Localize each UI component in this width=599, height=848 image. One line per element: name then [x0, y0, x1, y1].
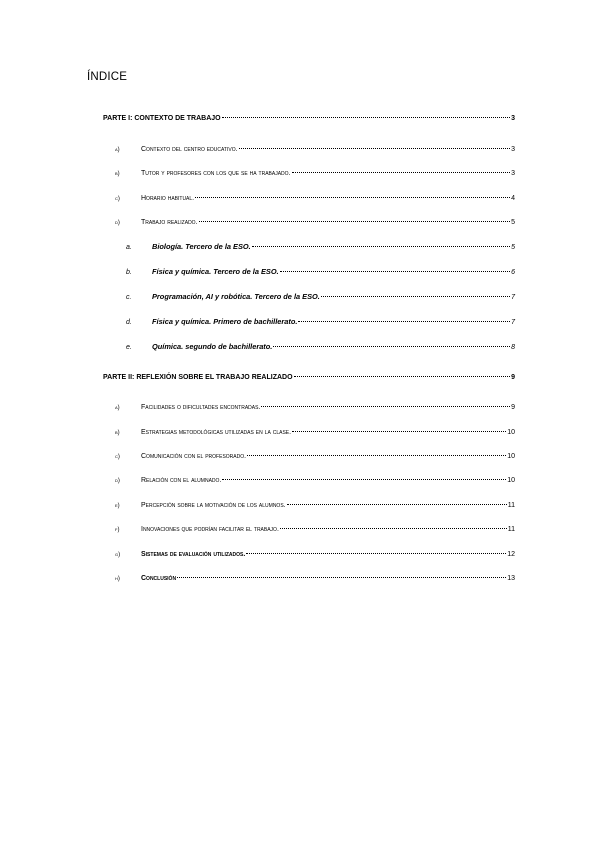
toc-entry-section[interactable]: [115, 501, 515, 511]
dot-leader: [298, 321, 510, 322]
toc-entry-section[interactable]: [115, 525, 515, 535]
toc-entry-subsection[interactable]: [126, 242, 515, 253]
dot-leader: [222, 479, 506, 480]
dot-leader: [195, 197, 510, 198]
dot-leader: [292, 172, 511, 173]
toc-entry-section[interactable]: [115, 169, 515, 179]
toc-page-number: 3: [511, 115, 515, 122]
toc-entry-text: Física y química. Tercero de la ESO.: [152, 267, 279, 276]
dot-leader: [280, 528, 507, 529]
toc-page-number: 3: [511, 146, 515, 153]
toc-entry-subsection[interactable]: [126, 292, 515, 303]
toc-entry-subsection[interactable]: [126, 267, 515, 278]
toc-entry-subsection[interactable]: [126, 342, 515, 353]
dot-leader: [177, 577, 506, 578]
toc-marker: f): [115, 527, 120, 533]
toc-entry-text: Contexto del centro educativo.: [141, 146, 238, 153]
toc-entry-text: Biología. Tercero de la ESO.: [152, 242, 251, 251]
toc-page-number: 10: [507, 453, 515, 460]
toc-marker: d.: [126, 319, 132, 326]
toc-marker: e.: [126, 344, 132, 351]
toc-entry-text: Estrategias metodológicas utilizadas en la clase.: [141, 429, 292, 436]
toc-entry-section[interactable]: [115, 428, 515, 438]
toc-marker: c): [115, 196, 120, 202]
toc-page-number: 4: [511, 195, 515, 202]
toc-page-number: 9: [511, 374, 515, 381]
toc-marker: e): [115, 503, 120, 509]
dot-leader: [321, 296, 510, 297]
toc-marker: h): [115, 576, 120, 582]
toc-page-number: 7: [511, 294, 515, 301]
dot-leader: [199, 221, 511, 222]
toc-entry-part-1[interactable]: [103, 114, 515, 124]
toc-page-number: 5: [511, 244, 515, 251]
toc-page-number: 9: [511, 404, 515, 411]
toc-entry-text: Química. segundo de bachillerato.: [152, 342, 273, 351]
toc-page-number: 12: [507, 551, 515, 558]
toc-entry-text: Horario habitual.: [141, 195, 195, 202]
toc-entry-text: Innovaciones que podrían facilitar el trabajo.: [141, 526, 279, 533]
dot-leader: [294, 376, 511, 377]
dot-leader: [252, 246, 510, 247]
toc-entry-text: PARTE II: REFLEXIÓN SOBRE EL TRABAJO REALIZADO: [103, 374, 293, 381]
dot-leader: [292, 431, 506, 432]
dot-leader: [246, 553, 506, 554]
toc-marker: g): [115, 552, 121, 558]
toc-marker: d): [115, 220, 120, 226]
toc-page-number: 5: [511, 219, 515, 226]
toc-entry-text: Sistemas de evaluación utilizados.: [141, 551, 246, 558]
toc-marker: c.: [126, 294, 132, 301]
dot-leader: [239, 148, 511, 149]
toc-marker: a.: [126, 244, 132, 251]
dot-leader: [287, 504, 507, 505]
toc-marker: b): [115, 171, 120, 177]
toc-entry-section[interactable]: [115, 574, 515, 584]
toc-page-number: 7: [511, 319, 515, 326]
toc-page-number: 3: [511, 170, 515, 177]
toc-entry-text: Física y química. Primero de bachillerato.: [152, 317, 298, 326]
toc-page-number: 6: [511, 269, 515, 276]
toc-page-number: 10: [507, 429, 515, 436]
toc-entry-part-2[interactable]: [103, 373, 515, 383]
toc-entry-section[interactable]: [115, 218, 515, 228]
toc-entry-section[interactable]: [115, 452, 515, 462]
toc-entry-text: Facilidades o dificultades encontradas.: [141, 404, 261, 411]
toc-marker: b): [115, 430, 120, 436]
toc-entry-section[interactable]: [115, 476, 515, 486]
toc-marker: d): [115, 478, 120, 484]
toc-page-number: 8: [511, 344, 515, 351]
toc-page-number: 11: [507, 526, 515, 533]
toc-marker: a): [115, 147, 120, 153]
toc-entry-section[interactable]: [115, 145, 515, 155]
toc-entry-section[interactable]: [115, 403, 515, 413]
dot-leader: [261, 406, 510, 407]
dot-leader: [222, 117, 511, 118]
toc-entry-text: Comunicación con el profesorado.: [141, 453, 247, 460]
toc-entry-text: Trabajo realizado.: [141, 219, 198, 226]
toc-page-number: 13: [507, 575, 515, 582]
dot-leader: [247, 455, 506, 456]
toc-title: ÍNDICE: [87, 71, 128, 83]
toc-entry-subsection[interactable]: [126, 317, 515, 328]
toc-page-number: 11: [507, 502, 515, 509]
dot-leader: [273, 346, 510, 347]
toc-marker: b.: [126, 269, 132, 276]
toc-page-number: 10: [507, 477, 515, 484]
dot-leader: [280, 271, 510, 272]
toc-marker: a): [115, 405, 120, 411]
toc-entry-section[interactable]: [115, 550, 515, 560]
toc-entry-text: Relación con el alumnado.: [141, 477, 222, 484]
toc-marker: c): [115, 454, 120, 460]
toc-entry-text: Conclusión: [141, 575, 177, 582]
toc-entry-section[interactable]: [115, 194, 515, 204]
toc-entry-text: Tutor y profesores con los que se ha trabajado.: [141, 170, 291, 177]
toc-entry-text: Percepción sobre la motivación de los alumnos.: [141, 502, 286, 509]
toc-entry-text: PARTE I: CONTEXTO DE TRABAJO: [103, 115, 221, 122]
toc-entry-text: Programación, AI y robótica. Tercero de la ESO.: [152, 292, 320, 301]
